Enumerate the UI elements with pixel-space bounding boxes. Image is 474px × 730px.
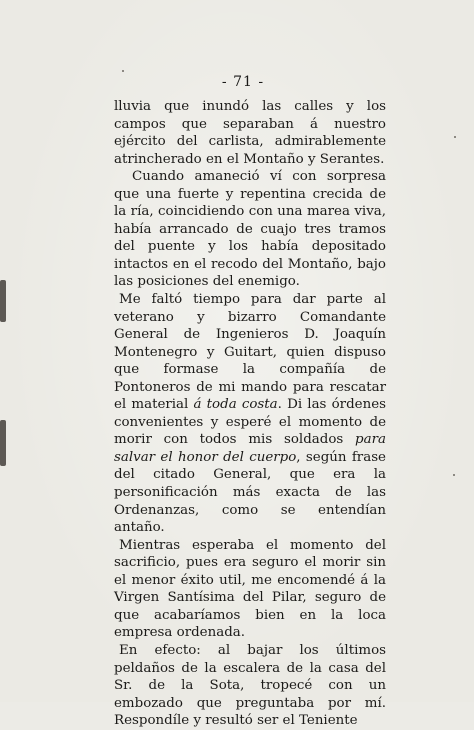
binding-mark [0,280,6,322]
paragraph-3 [114,291,386,537]
paragraph-2: Cuando amaneció ví con sorpresa que una fuerte y repentina crecida de la ría, coincidiendo con una marea viva, había arrancado de cuajo tres tramos del puente y los había depositado intactos en el recodo del Montaño, bajo las posiciones del enemigo. [114,169,386,290]
paragraph-3-italic-a: á toda costa [193,397,278,413]
paragraph-1: lluvia que inundó las calles y los campos que separaban á nuestro ejército del carlista, admirablemente atrincherado en el Montaño y Serantes. [114,99,386,167]
paragraph-3-text-a: Me faltó tiempo para dar parte al veterano y bizarro Comandante General de Ingenieros D. Joaquín Montenegro y Guitart, quien dispuso que formase la compañía de Pontoneros de mi mando para rescatar el material [114,292,386,413]
paragraph-3-italic-b: para salvar el honor del cuerpo [114,432,386,465]
paper-speck [453,474,455,476]
paragraph-4: Mientras esperaba el momento del sacrificio, pues era seguro el morir sin el menor éxito util, me encomendé á la Virgen Santísima del Pilar, seguro de que acabaríamos bien en la loca empresa ordenada. [114,537,386,641]
paper-speck [122,70,124,72]
paragraph-3-text-c: , según frase del citado General, que era la personificación más exacta de las Ordenanzas, como se entendían antaño. [114,449,386,536]
binding-mark [0,420,6,466]
paragraph-3-text-b: . Di las órdenes convenientes y esperé el momento de morir con todos mis soldados [114,397,386,448]
page-number: - 71 - [221,74,265,90]
paragraph-5: En efecto: al bajar los últimos peldaños de la escalera de la casa del Sr. de la Sota, tropecé con un embozado que preguntaba por mí. Respondíle y resultó ser el Teniente [114,642,386,729]
paper-speck [454,136,456,138]
body-text [114,98,386,730]
